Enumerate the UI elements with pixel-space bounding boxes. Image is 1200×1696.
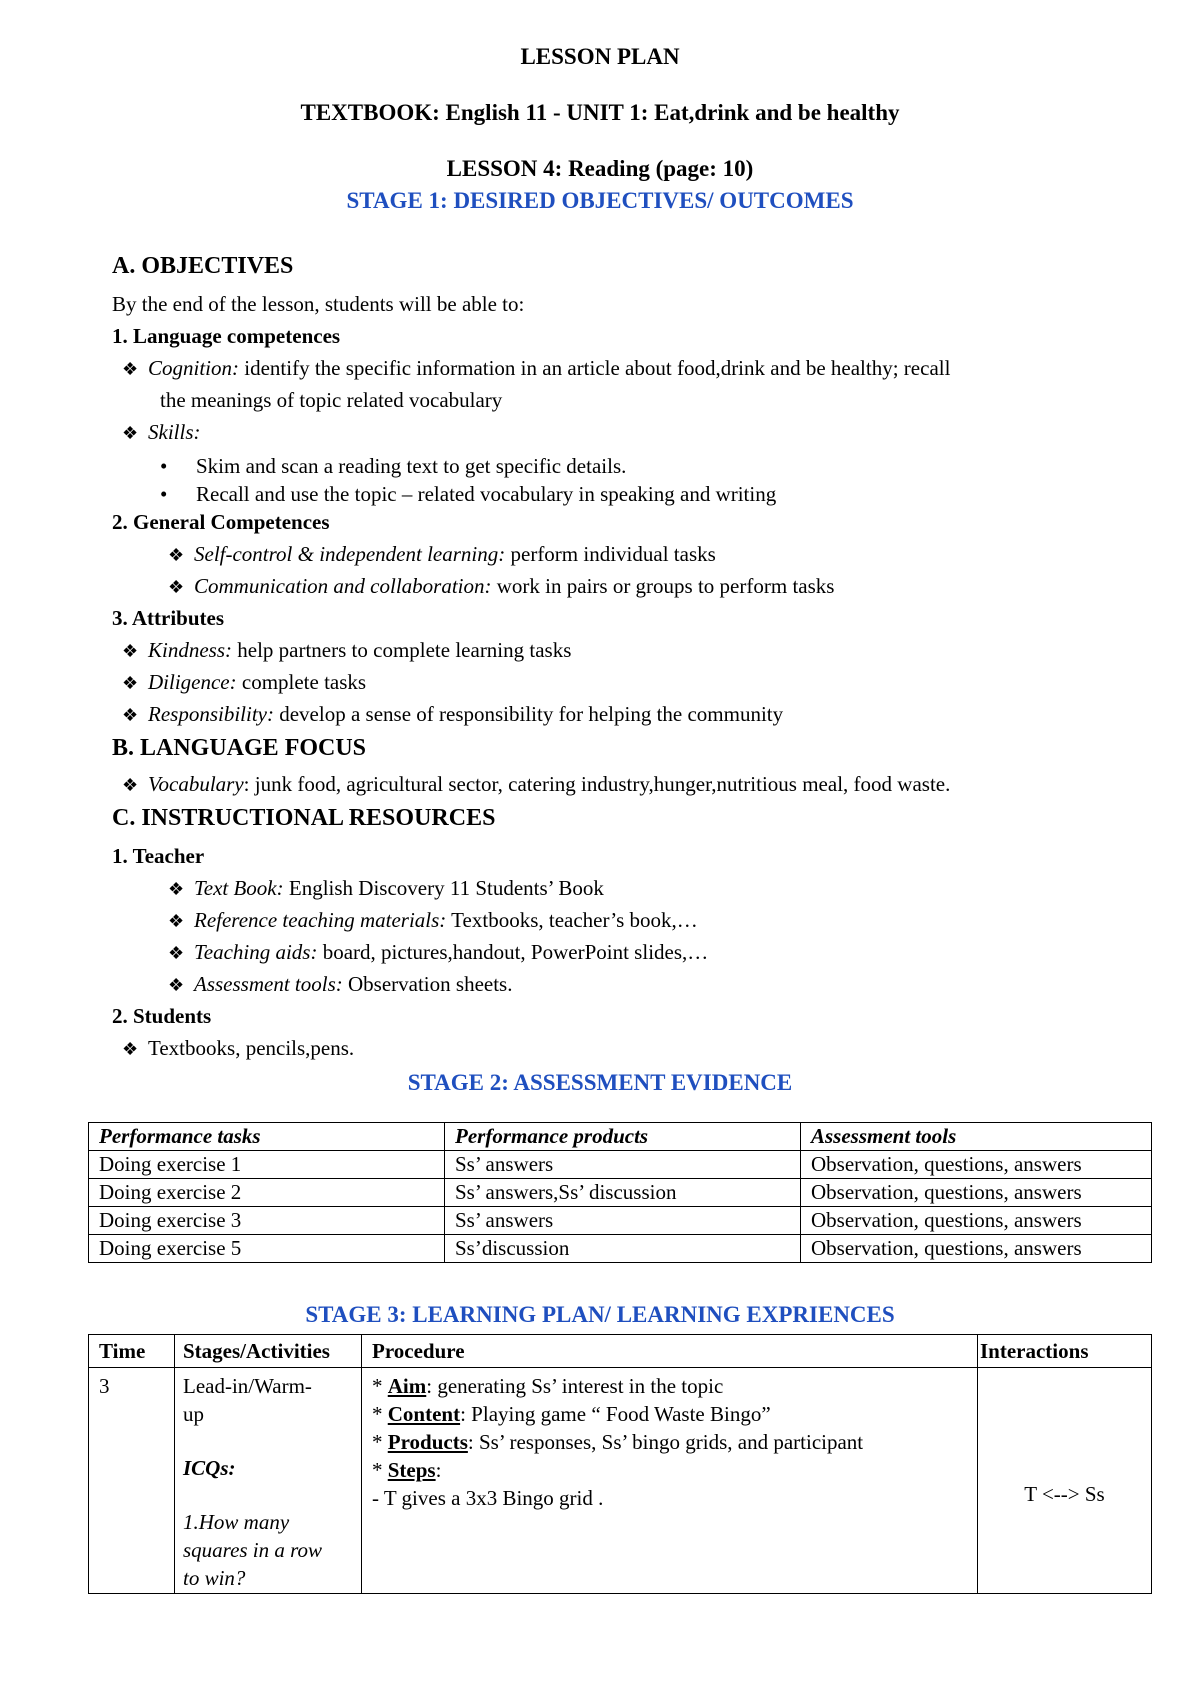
table-row (89, 1235, 1152, 1263)
table-cell: Doing exercise 3 (89, 1207, 445, 1235)
cognition-item: ❖ Cognition: identify the specific information in an article about food,drink and be healthy; recall (122, 354, 950, 383)
diamond-bullet-icon: ❖ (168, 943, 185, 963)
resources-heading: C. INSTRUCTIONAL RESOURCES (112, 805, 496, 831)
icq-question: squares in a row (183, 1538, 323, 1562)
table-row (89, 1207, 1152, 1235)
vocabulary-item: ❖ Vocabulary: junk food, agricultural sector, catering industry,hunger,nutritious meal, food waste. (122, 770, 950, 799)
step-line: - T gives a 3x3 Bingo grid . (372, 1486, 604, 1510)
bullet-icon: • (160, 454, 168, 478)
students-item: ❖ Textbooks, pencils,pens. (122, 1034, 354, 1063)
table-cell: Ss’discussion (445, 1235, 801, 1263)
assessment-tools-item: ❖ Assessment tools: Observation sheets. (168, 970, 512, 999)
diamond-bullet-icon: ❖ (122, 775, 139, 795)
table-cell: Doing exercise 1 (89, 1151, 445, 1179)
icqs-label: ICQs: (183, 1456, 236, 1480)
stage-text: Lead-in/Warm- (183, 1374, 312, 1398)
students-heading: 2. Students (112, 1004, 212, 1028)
diamond-bullet-icon: ❖ (168, 879, 185, 899)
diamond-bullet-icon: ❖ (122, 673, 139, 693)
diamond-bullet-icon: ❖ (122, 641, 139, 661)
table-cell: Observation, questions, answers (801, 1235, 1152, 1263)
table-cell: Ss’ answers,Ss’ discussion (445, 1179, 801, 1207)
table-cell: Observation, questions, answers (801, 1179, 1152, 1207)
reference-item: ❖ Reference teaching materials: Textbooks, teacher’s book,… (168, 906, 698, 935)
table-header-row (89, 1335, 1152, 1368)
column-header: Assessment tools (801, 1123, 1152, 1151)
page-title: LESSON PLAN (520, 44, 680, 69)
responsibility-item: ❖ Responsibility: develop a sense of responsibility for helping the community (122, 700, 783, 729)
column-header: Interactions (978, 1335, 1152, 1368)
diamond-bullet-icon: ❖ (122, 1039, 139, 1059)
table-cell: Ss’ answers (445, 1151, 801, 1179)
table-cell: Observation, questions, answers (801, 1207, 1152, 1235)
column-header: Time (89, 1335, 175, 1368)
objectives-heading: A. OBJECTIVES (112, 253, 294, 279)
table-row (89, 1179, 1152, 1207)
teacher-heading: 1. Teacher (112, 844, 205, 868)
column-header: Performance products (445, 1123, 801, 1151)
kindness-item: ❖ Kindness: help partners to complete learning tasks (122, 636, 571, 665)
procedure-cell (362, 1368, 978, 1594)
language-competences-heading: 1. Language competences (112, 324, 341, 348)
stage1-heading: STAGE 1: DESIRED OBJECTIVES/ OUTCOMES (346, 188, 854, 213)
diamond-bullet-icon: ❖ (168, 577, 185, 597)
time-cell: 3 (89, 1368, 175, 1594)
diamond-bullet-icon: ❖ (168, 545, 185, 565)
column-header: Performance tasks (89, 1123, 445, 1151)
skills-item: ❖ Skills: (122, 418, 201, 447)
diamond-bullet-icon: ❖ (168, 911, 185, 931)
language-focus-heading: B. LANGUAGE FOCUS (112, 735, 367, 761)
diamond-bullet-icon: ❖ (122, 423, 139, 443)
products-line: * Products: Ss’ responses, Ss’ bingo grids, and participant (372, 1430, 864, 1454)
stage2-heading: STAGE 2: ASSESSMENT EVIDENCE (407, 1070, 793, 1095)
diamond-bullet-icon: ❖ (122, 705, 139, 725)
table-header-row (89, 1123, 1152, 1151)
icq-question: to win? (183, 1566, 246, 1590)
diamond-bullet-icon: ❖ (168, 975, 185, 995)
table-cell: Doing exercise 5 (89, 1235, 445, 1263)
lesson-title: LESSON 4: Reading (page: 10) (446, 156, 754, 181)
diamond-bullet-icon: ❖ (122, 359, 139, 379)
aim-line: * Aim: generating Ss’ interest in the topic (372, 1374, 724, 1398)
content-line: * Content: Playing game “ Food Waste Bingo” (372, 1402, 771, 1426)
bullet-icon: • (160, 482, 168, 506)
teaching-aids-item: ❖ Teaching aids: board, pictures,handout, PowerPoint slides,… (168, 938, 708, 967)
column-header: Stages/Activities (175, 1335, 362, 1368)
interaction-cell: T <--> Ss (978, 1368, 1152, 1594)
learning-plan-table (88, 1334, 1152, 1594)
stage-cell (175, 1368, 362, 1594)
icq-question: 1.How many (183, 1510, 290, 1534)
table-cell: Observation, questions, answers (801, 1151, 1152, 1179)
diligence-item: ❖ Diligence: complete tasks (122, 668, 366, 697)
assessment-table (88, 1122, 1152, 1263)
table-row (89, 1151, 1152, 1179)
skill-item: • Recall and use the topic – related vocabulary in speaking and writing (160, 482, 777, 506)
stage3-heading: STAGE 3: LEARNING PLAN/ LEARNING EXPRIENCES (305, 1302, 895, 1327)
table-cell: Ss’ answers (445, 1207, 801, 1235)
table-cell: Doing exercise 2 (89, 1179, 445, 1207)
skill-item: • Skim and scan a reading text to get specific details. (160, 454, 627, 478)
general-competences-heading: 2. General Competences (112, 510, 330, 534)
stage-text: up (183, 1402, 204, 1426)
table-row (89, 1368, 1152, 1594)
communication-item: ❖ Communication and collaboration: work in pairs or groups to perform tasks (168, 572, 834, 601)
steps-line: * Steps: (372, 1458, 442, 1482)
self-control-item: ❖ Self-control & independent learning: perform individual tasks (168, 540, 716, 569)
column-header: Procedure (362, 1335, 978, 1368)
textbook-item: ❖ Text Book: English Discovery 11 Students’ Book (168, 874, 604, 903)
attributes-heading: 3. Attributes (112, 606, 224, 630)
cognition-item-continued: the meanings of topic related vocabulary (160, 388, 503, 412)
objectives-intro: By the end of the lesson, students will be able to: (112, 292, 525, 316)
textbook-title: TEXTBOOK: English 11 - UNIT 1: Eat,drink and be healthy (300, 100, 900, 125)
